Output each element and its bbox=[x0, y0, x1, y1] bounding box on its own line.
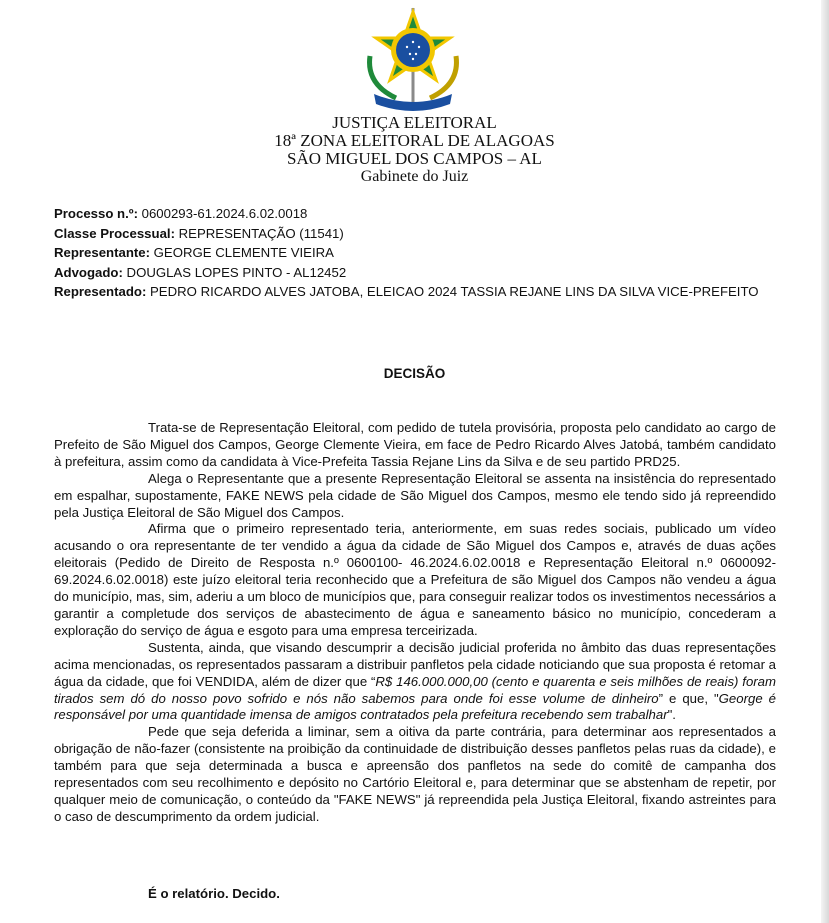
classe-value: REPRESENTAÇÃO (11541) bbox=[174, 225, 344, 241]
paragraph-4-part-c: ” e que, " bbox=[658, 690, 719, 706]
paragraph-3: Afirma que o primeiro representado teria, anteriormente, em suas redes sociais, publicado um vídeo acusando o ora representante de ter vendido a água da cidade de São Miguel dos Campos e, através de duas ações eleitorais (Pedido de Direito de Resposta n.º 0600100- 46.2024.6.02.0018 e Representação Eleitoral n.º 0600092-69.2024.6.02.0018) este juízo eleitoral teria reconhecido que a Prefeitura de são Miguel dos Campos não vendeu a água do município, mas, sim, aderiu a um bloco de municípios que, para conseguir realizar todos os investimentos necessários a garantir a completude dos serviços de abastecimento de água e saneamento básico no município, concederam a exploração do serviço de água e esgoto para uma empresa terceirizada. bbox=[54, 521, 777, 638]
header-line-1: JUSTIÇA ELEITORAL bbox=[332, 113, 497, 132]
classe-label: Classe Processual: bbox=[54, 225, 175, 241]
representante-label: Representante: bbox=[54, 245, 151, 260]
advogado-value: DOUGLAS LOPES PINTO - AL12452 bbox=[122, 264, 347, 280]
paragraph-4-quote-1: R$ 146.000.000,00 (cento e quarenta e seis milhões de reais) foram tirados sem dó do nosso povo sofrido e nós não sabemos para onde foi esse volume de dinheiro bbox=[54, 673, 776, 706]
representante-value: GEORGE CLEMENTE VIEIRA bbox=[150, 245, 334, 260]
representado-row bbox=[54, 282, 776, 302]
paragraph-4-quote-2: George é responsável por uma quantidade imensa de amigos contratados pela prefeitura recebendo sem trabalhar bbox=[54, 690, 776, 723]
advogado-row bbox=[54, 263, 776, 283]
paragraph-4 bbox=[54, 640, 776, 725]
case-metadata bbox=[54, 204, 776, 302]
paragraph-4-part-a: Sustenta, ainda, que visando descumprir a decisão judicial proferida no âmbito das duas representações acima mencionadas, os representados passaram a distribuir panfletos pela cidade noticiando que sua proposta é retomar a água da cidade, que foi VENDIDA, além de dizer que “ bbox=[54, 639, 776, 689]
court-header bbox=[0, 114, 829, 186]
paragraph-5: Pede que seja deferida a liminar, sem a oitiva da parte contrária, para determinar aos representados a obrigação de não-fazer (consistente na proibição da continuidade de distribuição desses panfletos pelas ruas da cidade), e também para que seja determinada a busca e apreensão dos panfletos na sede do comitê de campanha dos representados com seu recolhimento e depósito no Cartório Eleitoral e, para determinar que se abstenham de repetir, por qualquer meio de comunicação, o conteúdo da "FAKE NEWS" já repreendida pela Justiça Eleitoral, fixando astreintes para o caso de descumprimento da ordem judicial. bbox=[54, 724, 776, 824]
paragraph-4-part-e: ". bbox=[667, 707, 676, 723]
representado-label: Representado: bbox=[54, 284, 147, 299]
processo-label: Processo n.º: bbox=[54, 206, 138, 221]
representado-value: PEDRO RICARDO ALVES JATOBA, ELEICAO 2024 TASSIA REJANE LINS DA SILVA VICE-PREFEITO bbox=[146, 284, 759, 299]
paragraph-2: Alega o Representante que a presente Representação Eleitoral se assenta na insistência do representado em espalhar, supostamente, FAKE NEWS pela cidade de São Miguel dos Campos, mesmo ele tendo sido já repreendido pela Justiça Eleitoral de São Miguel dos Campos. bbox=[54, 470, 776, 520]
representante-row bbox=[54, 243, 776, 263]
paragraph-1: Trata-se de Representação Eleitoral, com pedido de tutela provisória, proposta pelo candidato ao cargo de Prefeito de São Miguel dos Campos, George Clemente Vieira, em face de Pedro Ricardo Alves Jatobá, também candidato à prefeitura, assim como da candidata à Vice-Prefeita Tassia Rejane Lins da Silva e de seu partido PRD25. bbox=[54, 420, 776, 469]
brazil-coat-of-arms-icon bbox=[356, 6, 470, 114]
header-line-4: Gabinete do Juiz bbox=[360, 168, 469, 185]
processo-row bbox=[54, 204, 776, 224]
header-line-3: SÃO MIGUEL DOS CAMPOS – AL bbox=[287, 149, 542, 168]
classe-row bbox=[54, 224, 776, 244]
decision-body bbox=[54, 420, 776, 826]
processo-value: 0600293-61.2024.6.02.0018 bbox=[137, 206, 308, 221]
decision-title: DECISÃO bbox=[383, 366, 446, 381]
closing-statement: É o relatório. Decido. bbox=[148, 886, 280, 901]
header-line-2: 18ª ZONA ELEITORAL DE ALAGOAS bbox=[274, 131, 555, 150]
advogado-label: Advogado: bbox=[54, 264, 123, 280]
